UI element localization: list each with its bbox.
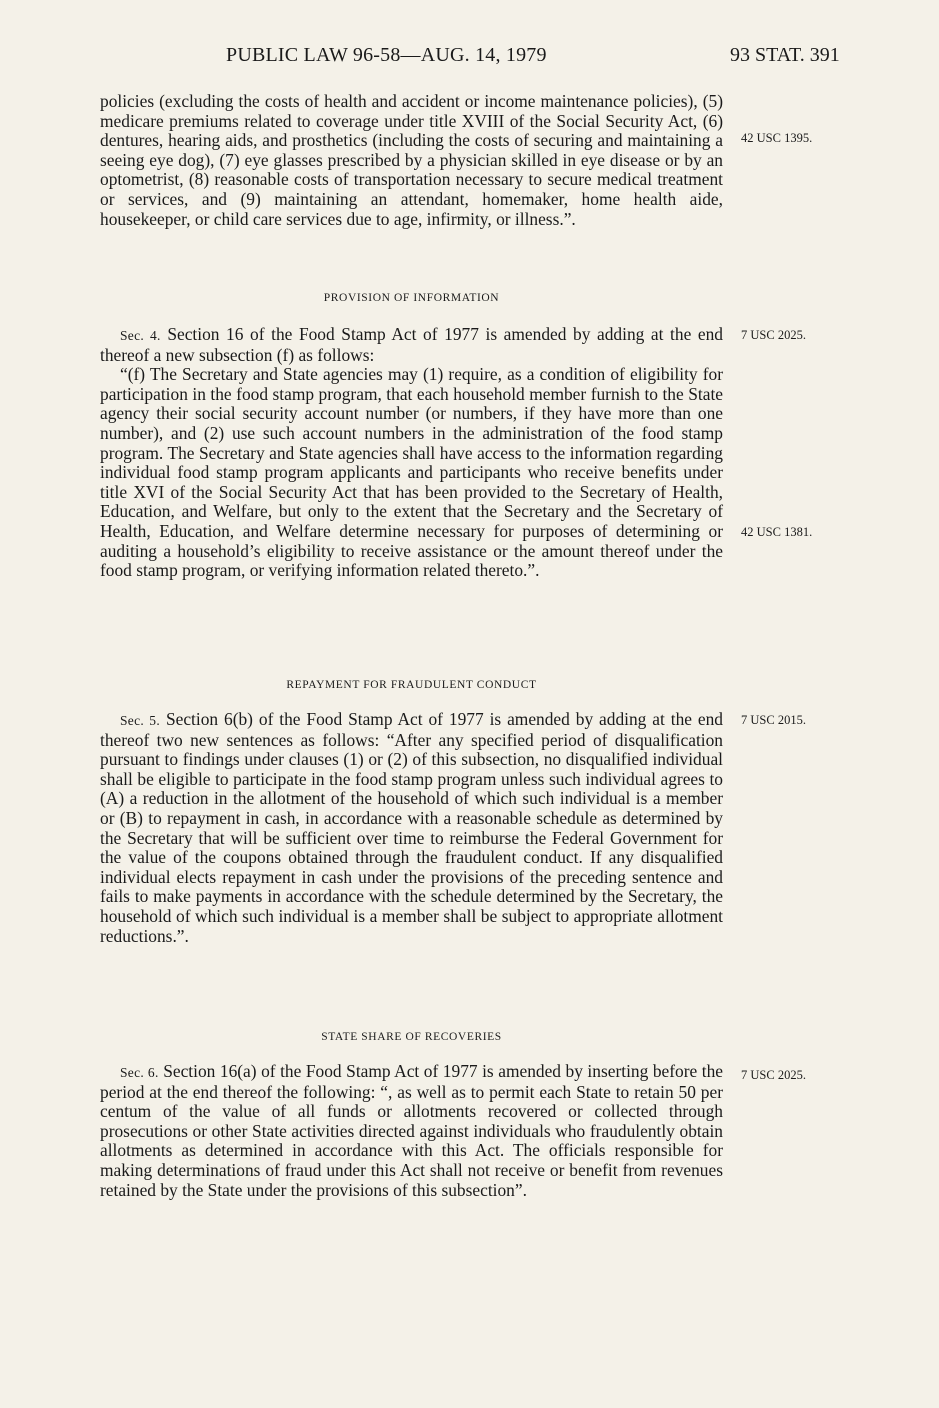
margin-note-7-usc-2025-second: 7 USC 2025.	[741, 1068, 806, 1082]
section-5	[100, 710, 723, 946]
page-number: 93 STAT. 391	[730, 44, 840, 66]
section-4-intro-text: Section 16 of the Food Stamp Act of 1977 is amended by adding at the end thereof a new subsection (f) as follows:	[100, 324, 724, 365]
section-6	[100, 1062, 723, 1200]
section-4	[100, 325, 723, 581]
margin-note-7-usc-2025: 7 USC 2025.	[741, 328, 806, 342]
section-5-label: Sec. 5.	[120, 713, 161, 728]
section-6-text	[100, 1062, 723, 1200]
margin-note-42-usc-1395: 42 USC 1395.	[741, 131, 813, 145]
section-4-intro	[100, 325, 723, 365]
section-4-label: Sec. 4.	[120, 328, 161, 343]
margin-note-7-usc-2015: 7 USC 2015.	[741, 713, 806, 727]
running-head-title: PUBLIC LAW 96-58—AUG. 14, 1979	[226, 44, 547, 66]
section-6-intro-text: Section 16(a) of the Food Stamp Act of 1977 is amended by inserting before the period at the end thereof the following: “, as well as to permit each State to retain 50 per centum of the value of all funds or allotments recovered or collected through prosecutions or other State activities directed against individuals who fraudulently obtain allotments as determined in accordance with this Act. The officials responsible for making determinations of fraud under this Act shall not receive or benefit from revenues retained by the State under the provisions of this subsection”.	[100, 1061, 723, 1200]
section-heading-repayment: REPAYMENT FOR FRAUDULENT CONDUCT	[286, 679, 537, 691]
section-4-quote: “(f) The Secretary and State agencies may (1) require, as a condition of eligibility for participation in the food stamp program, that each household member furnish to the State agency their social security account number (or numbers, if they have more than one number), and (2) use such account numbers in the administration of the food stamp program. The Secretary and State agencies shall have access to the information regarding individual food stamp program applicants and participants who receive benefits under title XVI of the Social Security Act that has been provided to the Secretary of Health, Education, and Welfare, but only to the extent that the Secretary and the Secretary of Health, Education, and Welfare determine necessary for purposes of determining or auditing a household’s eligibility to receive assistance or the amount thereof under the food stamp program, or verifying information related thereto.”.	[100, 364, 723, 581]
section-5-text	[100, 710, 723, 946]
section-heading-state-share: STATE SHARE OF RECOVERIES	[321, 1031, 502, 1043]
continuation-paragraph	[100, 92, 723, 229]
section-5-intro-text: Section 6(b) of the Food Stamp Act of 1977 is amended by adding at the end thereof two new sentences as follows: “After any specified period of disqualification pursuant to findings under clauses (1) or (2) of this subsection, no disqualified individual shall be eligible to participate in the food stamp program unless such individual agrees to (A) a reduction in the allotment of the household of which such individual is a member or (B) to repayment in cash, in accordance with a reasonable schedule as determined by the Secretary that will be sufficient over time to reimburse the Federal Government for the value of the coupons obtained through the fraudulent conduct. If any disqualified individual elects repayment in cash under the provisions of the preceding sentence and fails to make payments in accordance with the schedule determined by the Secretary, the household of which such individual is a member shall be subject to appropriate allotment reductions.”.	[100, 709, 723, 946]
margin-note-42-usc-1381: 42 USC 1381.	[741, 525, 813, 539]
section-6-label: Sec. 6.	[120, 1065, 159, 1080]
continuation-text: policies (excluding the costs of health and accident or income maintenance policies), (5) medicare premiums related to coverage under title XVIII of the Social Security Act, (6) dentures, hearing aids, and prosthetics (including the costs of securing and maintaining a seeing eye dog), (7) eye glasses prescribed by a physician skilled in eye disease or by an optometrist, (8) reasonable costs of transportation necessary to secure medical treatment or services, and (9) maintaining an attendant, homemaker, home health aide, housekeeper, or child care services due to age, infirmity, or illness.”.	[100, 91, 723, 229]
section-heading-provision-of-information: PROVISION OF INFORMATION	[323, 292, 500, 304]
